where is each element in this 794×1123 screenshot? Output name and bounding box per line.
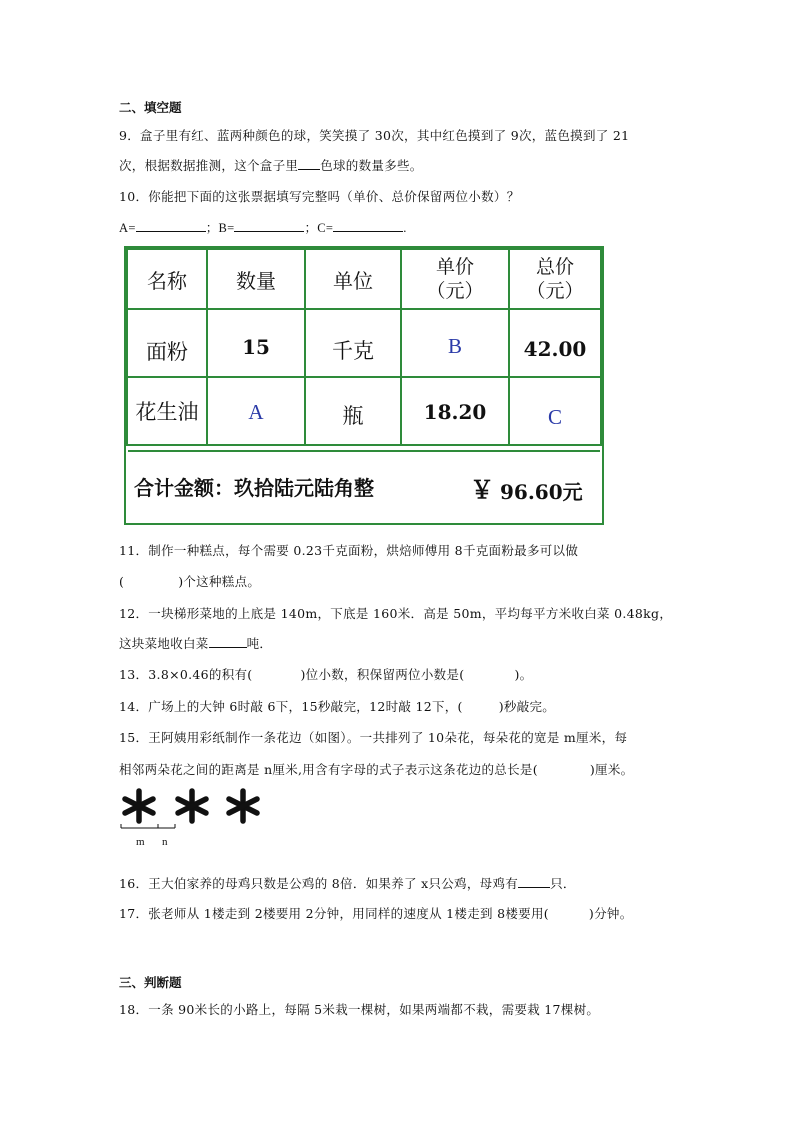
- q17-line: [119, 904, 633, 922]
- q14-text-b: )秒敲完。: [498, 699, 556, 714]
- yuan-symbol: ￥: [470, 478, 494, 504]
- q11-line2: [119, 572, 260, 590]
- q13-text-b: )位小数，积保留两位小数是(: [300, 667, 465, 682]
- q12-text-a: 这块菜地收白菜: [119, 636, 209, 651]
- q9-answer-blank[interactable]: [298, 157, 320, 170]
- q15-text-b: )厘米。: [589, 762, 634, 777]
- row2-name: 花生油: [126, 376, 208, 446]
- header-total-price: [508, 248, 602, 310]
- q10-end: .: [403, 221, 407, 235]
- q15-line1: 15．王阿姨用彩纸制作一条花边（如图）。一共排列了 10朵花，每朵花的宽是 m厘米，每: [119, 730, 628, 745]
- header-unit: 单位: [304, 248, 402, 310]
- header-unit-price-yuan: （元）: [426, 280, 484, 302]
- flower-1-icon: [125, 791, 153, 821]
- q17-text-a: 17．张老师从 1楼走到 2楼要用 2分钟，用同样的速度从 1楼走到 8楼要用(: [119, 906, 549, 921]
- q12-line2: [119, 634, 272, 652]
- flower-2-icon: [178, 791, 206, 821]
- q16-text-b: 只．: [550, 876, 576, 891]
- dimension-lines: [121, 824, 175, 828]
- q9-text-b: 色球的数量多些。: [320, 158, 423, 173]
- header-name: 名称: [126, 248, 208, 310]
- q9-line2: [119, 156, 423, 174]
- q13-text-c: )。: [514, 667, 533, 682]
- q16-answer-blank[interactable]: [518, 875, 550, 888]
- q11-paren-open: (: [119, 574, 125, 589]
- q13-line: [119, 665, 532, 683]
- row2-qty-a: A: [206, 376, 306, 446]
- q9-line1: 9．盒子里有红、蓝两种颜色的球，笑笑摸了 30次，其中红色摸到了 9次，蓝色摸到了 21: [119, 128, 630, 143]
- q16-line: [119, 874, 576, 892]
- q15-text-a: 相邻两朵花之间的距离是 n厘米,用含有字母的式子表示这条花边的总长是(: [119, 762, 538, 777]
- row1-price-b: B: [400, 308, 510, 378]
- q12-answer-blank[interactable]: [209, 635, 247, 648]
- q10-b-blank[interactable]: [234, 219, 304, 232]
- row1-unit: 千克: [304, 308, 402, 378]
- header-unit-price: [400, 248, 510, 310]
- flower-3-icon: [229, 791, 257, 821]
- q11-text-end: )个这种糕点。: [178, 574, 261, 589]
- section-title-fill-blank: 二、填空题: [119, 100, 182, 115]
- q16-text-a: 16．王大伯家养的母鸡只数是公鸡的 8倍．如果养了 x只公鸡，母鸡有: [119, 876, 519, 891]
- receipt-table: [124, 246, 604, 525]
- row2-total-c: C: [508, 376, 602, 446]
- row1-total: 42.00: [508, 308, 602, 378]
- receipt-total-row: [128, 450, 600, 523]
- header-unit-price-label: 单价: [435, 256, 474, 278]
- q17-text-b: )分钟。: [588, 906, 633, 921]
- row2-unit: 瓶: [304, 376, 402, 446]
- fig-label-m: m: [136, 836, 145, 848]
- q18-line: 18．一条 90米长的小路上，每隔 5米栽一棵树，如果两端都不栽，需要栽 17棵树。: [119, 1002, 600, 1017]
- row2-price: 18.20: [400, 376, 510, 446]
- total-amount-words: 合计金额：玖拾陆元陆角整: [134, 476, 374, 500]
- header-qty: 数量: [206, 248, 306, 310]
- row1-name: 面粉: [126, 308, 208, 378]
- q10-answer-line: [119, 218, 407, 236]
- q10-c-label: ；C=: [304, 221, 334, 235]
- section-title-true-false: 三、判断题: [119, 975, 182, 990]
- header-total-price-label: 总价: [535, 256, 574, 278]
- q12-line1: 12．一块梯形菜地的上底是 140m，下底是 160米．高是 50m，平均每平方米收白菜 0.48kg，: [119, 606, 673, 621]
- q10-b-label: ；B=: [205, 221, 235, 235]
- q10-c-blank[interactable]: [333, 219, 403, 232]
- q10-line1: 10．你能把下面的这张票据填写完整吗（单价、总价保留两位小数）？: [119, 189, 520, 204]
- row1-qty: 15: [206, 308, 306, 378]
- q11-line1: 11．制作一种糕点，每个需要 0.23千克面粉，烘焙师傅用 8千克面粉最多可以做: [119, 543, 579, 558]
- header-total-price-yuan: （元）: [526, 280, 584, 302]
- q12-text-b: 吨．: [246, 636, 273, 651]
- q15-line2: [119, 760, 633, 778]
- q14-line: [119, 697, 555, 715]
- q10-a-blank[interactable]: [136, 219, 206, 232]
- fig-label-n: n: [162, 836, 168, 848]
- q9-text-a: 次，根据数据推测，这个盒子里: [119, 158, 299, 173]
- q10-a-label: A=: [119, 221, 136, 235]
- total-amount-value: 96.60元: [500, 480, 583, 504]
- q13-text-a: 13．3.8×0.46的积有(: [119, 667, 253, 682]
- q14-text-a: 14．广场上的大钟 6时敲 6下，15秒敲完，12时敲 12下，(: [119, 699, 463, 714]
- flower-border-figure: [118, 786, 278, 852]
